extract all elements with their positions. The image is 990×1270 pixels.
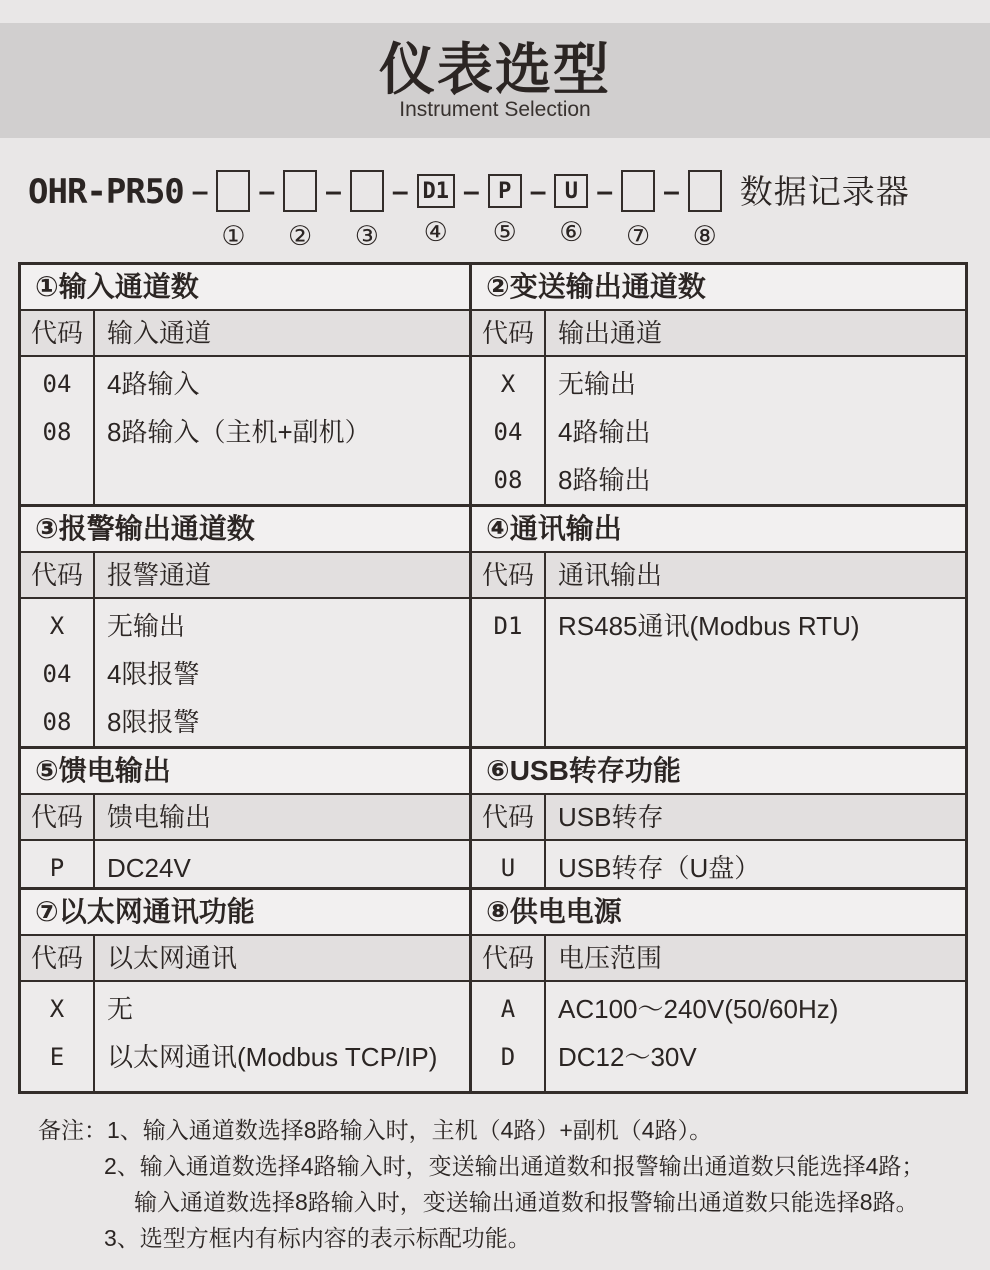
code-cell: 08 xyxy=(42,418,72,446)
model-slot-1 xyxy=(216,170,250,251)
code-header: 代码 xyxy=(21,553,95,597)
desc-column xyxy=(546,599,965,746)
desc-header: 报警通道 xyxy=(107,560,212,590)
model-prefix: OHR-PR50 xyxy=(28,172,184,212)
section-power-supply xyxy=(472,887,965,1091)
model-box-6: U xyxy=(554,174,588,208)
section-body xyxy=(21,982,469,1091)
code-cell: X xyxy=(500,370,516,398)
section-body xyxy=(21,841,469,887)
model-box-5: P xyxy=(488,174,522,208)
desc-header: 输出通道 xyxy=(558,318,663,348)
code-cell: U xyxy=(500,854,516,882)
desc-column xyxy=(546,982,965,1091)
code-column xyxy=(472,982,546,1091)
code-cell: P xyxy=(49,854,65,882)
section-header-row xyxy=(472,795,965,841)
section-header-row xyxy=(21,936,469,982)
desc-cell: RS485通讯(Modbus RTU) xyxy=(558,611,860,641)
desc-column xyxy=(546,357,965,504)
section-header-row xyxy=(21,795,469,841)
desc-column xyxy=(95,357,469,504)
dash-separator: – xyxy=(529,175,547,208)
code-cell: X xyxy=(49,995,65,1023)
desc-cell: 4路输出 xyxy=(558,417,651,447)
notes-block xyxy=(38,1112,968,1256)
note-line-4: 3、选型方框内有标内容的表示标配功能。 xyxy=(104,1225,531,1251)
slot-number-6: ⑥ xyxy=(559,217,584,247)
slot-number-3: ③ xyxy=(354,221,379,251)
desc-cell: 以太网通讯(Modbus TCP/IP) xyxy=(107,1042,438,1072)
section-alarm-output-channels xyxy=(21,504,469,746)
desc-cell: 4路输入 xyxy=(107,369,200,399)
model-slot-7 xyxy=(621,170,655,251)
note-line-3: 输入通道数选择8路输入时，变送输出通道数和报警输出通道数只能选择8路。 xyxy=(134,1189,919,1215)
model-slot-3 xyxy=(350,170,384,251)
model-slot-4 xyxy=(417,170,456,247)
section-title: ①输入通道数 xyxy=(21,265,469,311)
desc-header: 电压范围 xyxy=(558,943,663,973)
code-cell: E xyxy=(49,1043,65,1071)
section-title: ④通讯输出 xyxy=(472,507,965,553)
code-column xyxy=(21,357,95,504)
dash-separator: – xyxy=(463,175,480,208)
model-box-8 xyxy=(688,170,722,212)
section-input-channels xyxy=(21,265,469,504)
page-subtitle: Instrument Selection xyxy=(399,97,591,121)
dash-separator: – xyxy=(325,175,342,208)
section-body xyxy=(472,599,965,746)
desc-cell: 无输出 xyxy=(558,369,637,399)
code-cell: X xyxy=(49,612,65,640)
table-right-column xyxy=(469,265,965,1091)
note-line-2: 2、输入通道数选择4路输入时，变送输出通道数和报警输出通道数只能选择4路； xyxy=(104,1153,925,1179)
dash-separator: – xyxy=(191,175,209,208)
section-header-row xyxy=(472,936,965,982)
section-ethernet xyxy=(21,887,469,1091)
model-box-2 xyxy=(283,170,317,212)
code-cell: 04 xyxy=(42,370,72,398)
code-header: 代码 xyxy=(21,795,95,839)
desc-column xyxy=(95,599,469,746)
desc-cell: DC12～30V xyxy=(558,1042,697,1072)
desc-header: 通讯输出 xyxy=(558,560,663,590)
code-cell: D xyxy=(500,1043,516,1071)
note-line-1 xyxy=(38,1112,968,1148)
selection-table xyxy=(18,262,968,1094)
code-header: 代码 xyxy=(472,311,546,355)
desc-cell: 8限报警 xyxy=(107,707,200,737)
desc-cell: 8路输出 xyxy=(558,465,651,495)
desc-cell: 4限报警 xyxy=(107,659,200,689)
section-title: ⑥USB转存功能 xyxy=(472,749,965,795)
code-column xyxy=(472,599,546,746)
note-text: 1、输入通道数选择8路输入时，主机（4路）+副机（4路）。 xyxy=(107,1117,713,1143)
desc-header: 输入通道 xyxy=(107,318,212,348)
desc-cell: 8路输入（主机+副机） xyxy=(107,417,371,447)
section-title: ⑧供电电源 xyxy=(472,890,965,936)
desc-cell: AC100～240V(50/60Hz) xyxy=(558,994,839,1024)
code-header: 代码 xyxy=(21,311,95,355)
code-cell: A xyxy=(500,995,516,1023)
code-column xyxy=(472,357,546,504)
model-slot-2 xyxy=(283,170,317,251)
table-left-column xyxy=(21,265,469,1091)
dash-separator: – xyxy=(258,175,276,208)
section-body xyxy=(472,982,965,1091)
code-cell: D1 xyxy=(493,612,523,640)
model-slot-6 xyxy=(554,170,588,247)
section-title: ③报警输出通道数 xyxy=(21,507,469,553)
model-slot-8 xyxy=(688,170,722,251)
desc-cell: 无输出 xyxy=(107,611,186,641)
model-box-4: D1 xyxy=(417,174,456,208)
desc-column xyxy=(546,841,965,887)
code-cell: 08 xyxy=(42,708,72,736)
code-header: 代码 xyxy=(472,553,546,597)
code-header: 代码 xyxy=(21,936,95,980)
section-body xyxy=(21,357,469,504)
section-header-row xyxy=(472,553,965,599)
desc-header: 以太网通讯 xyxy=(107,943,238,973)
desc-header: USB转存 xyxy=(558,802,664,832)
model-box-1 xyxy=(216,170,250,212)
page-title: 仪表选型 xyxy=(379,37,611,101)
slot-number-7: ⑦ xyxy=(625,221,651,251)
slot-number-5: ⑤ xyxy=(492,217,517,247)
desc-cell: 无 xyxy=(107,994,134,1024)
section-body xyxy=(21,599,469,746)
code-header: 代码 xyxy=(472,795,546,839)
code-header: 代码 xyxy=(472,936,546,980)
code-column xyxy=(472,841,546,887)
desc-column xyxy=(95,841,469,887)
slot-number-8: ⑧ xyxy=(692,221,717,251)
section-title: ⑦以太网通讯功能 xyxy=(21,890,469,936)
model-box-7 xyxy=(621,170,655,212)
section-header-row xyxy=(21,553,469,599)
desc-column xyxy=(95,982,469,1091)
code-column xyxy=(21,982,95,1091)
section-usb-transfer xyxy=(472,746,965,887)
slot-number-4: ④ xyxy=(423,217,448,247)
section-communication-output xyxy=(472,504,965,746)
notes-label: 备注： xyxy=(38,1117,107,1143)
slot-number-2: ② xyxy=(288,221,313,251)
header-band xyxy=(0,23,990,138)
model-box-3 xyxy=(350,170,384,212)
code-column xyxy=(21,599,95,746)
model-code-line xyxy=(28,170,910,251)
section-transmit-output-channels xyxy=(472,265,965,504)
desc-header: 馈电输出 xyxy=(107,802,212,832)
desc-cell: DC24V xyxy=(107,853,191,883)
section-feed-power-output xyxy=(21,746,469,887)
code-cell: 04 xyxy=(42,660,72,688)
section-body xyxy=(472,357,965,504)
section-header-row xyxy=(21,311,469,357)
desc-cell: USB转存（U盘） xyxy=(558,853,761,883)
model-suffix: 数据记录器 xyxy=(739,173,910,210)
model-slot-5 xyxy=(488,170,522,247)
dash-separator: – xyxy=(596,175,614,208)
section-body xyxy=(472,841,965,887)
section-title: ⑤馈电输出 xyxy=(21,749,469,795)
section-title: ②变送输出通道数 xyxy=(472,265,965,311)
dash-separator: – xyxy=(391,175,409,208)
slot-number-1: ① xyxy=(221,221,246,251)
code-column xyxy=(21,841,95,887)
section-header-row xyxy=(472,311,965,357)
dash-separator: – xyxy=(663,175,680,208)
code-cell: 04 xyxy=(493,418,523,446)
code-cell: 08 xyxy=(493,466,523,494)
